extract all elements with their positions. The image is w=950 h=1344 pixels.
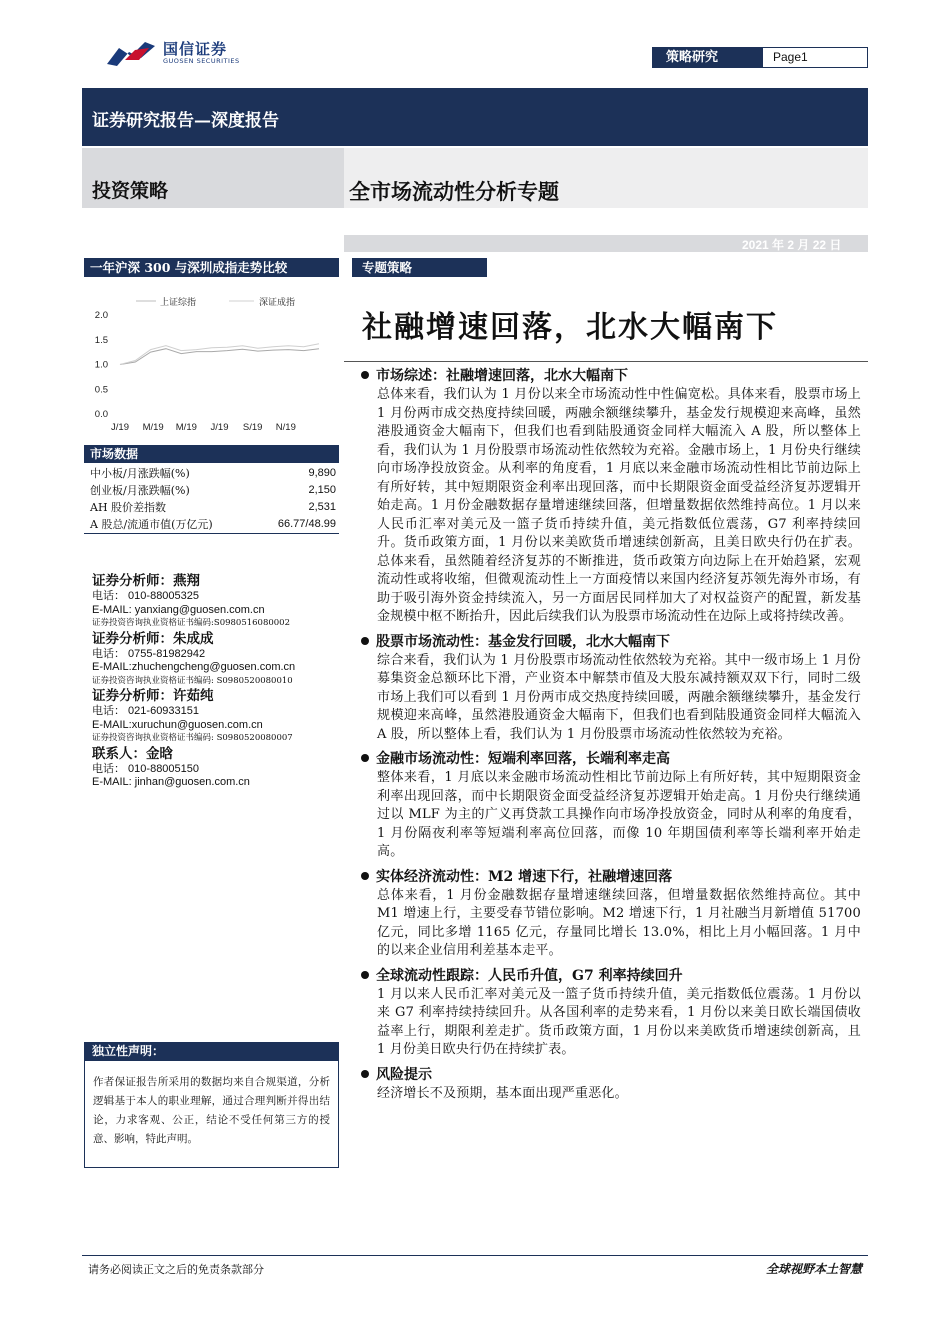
market-row (90, 482, 336, 499)
footer-disclaimer: 请务必阅读正文之后的免责条款部分 (88, 1263, 264, 1276)
series-line-shenzhen (120, 344, 319, 365)
market-row-label: 中小板/月涨跌幅(%) (90, 467, 190, 480)
category-tag: 策略研究 (652, 47, 762, 68)
analyst-cert: 证券投资咨询执业资格证书编码: S0980520080010 (92, 675, 293, 686)
guosen-logo (105, 36, 245, 70)
x-axis (111, 422, 296, 433)
declaration-text: 作者保证报告所采用的数据均来自合规渠道，分析逻辑基于本人的职业理解，通过合理判断并得出结论，力求客观、公正，结论不受任何第三方的授意、影响，特此声明。 (84, 1060, 339, 1168)
analyst-list (92, 573, 342, 790)
footer-slogan: 全球视野本土智慧 (766, 1262, 863, 1276)
series-line-shanghai (120, 349, 319, 365)
market-row-value: 2,531 (308, 501, 336, 513)
section-title (361, 1065, 861, 1085)
x-tick-label: S/19 (242, 422, 263, 433)
y-tick-label: 1.5 (94, 334, 108, 346)
section-paragraph: 总体来看，我们认为 1 月份以来全市场流动性中性偏宽松。具体来看，股票市场上 1 月份两市成交热度持续回暖，两融余额继续攀升，基金发行规模迎来高峰，虽然港股通资金大幅南下，但我们也看到陆股通资金同样大幅流入 A 股，所以整体上看，我们认为 1 月份股票市场流动性依然较为充裕。金融市场上，1 月份央行继续向市场净投放资金。从利率的角度看，1 月底以来金融市场流动性相比节前边际上有所好转，其中短期限资金利率出现回落，而中长期限资金面受益经济复苏逻辑开始走高。1 月份金融数据存量增速继续回落，但增量数据依然维持高位。1 月以来人民币汇率对美元及一篮子货币持续升值，美元指数低位震荡，G7 利率持续回升。货币政策方面，1 月份以来美欧货币增速续创新高，且美日欧央行仍在扩表。总体来看，虽然随着经济复苏的不断推进，货币政策方向边际上在开始趋紧，宏观流动性或将收缩，但微观流动性上一方面疫情以来国内经济复苏领先海外市场，有助于吸引海外资金持续流入，另一方面居民同样加大了对权益资产的配置，新发基金规模中枢不断抬升，因此后续我们认为股票市场流动性在边际上或将持续改善。 (377, 387, 861, 624)
contact-block (92, 746, 342, 790)
section-title-text: 风险提示 (376, 1066, 432, 1083)
section-title-text: 市场综述：社融增速回落，北水大幅南下 (376, 368, 628, 384)
market-row (90, 516, 336, 533)
report-title: 全市场流动性分析专题 (349, 179, 559, 204)
analyst-phone: 电话： 0755-81982942 (92, 647, 206, 660)
market-row (90, 465, 336, 482)
analyst-name: 证券分析师：朱成成 (92, 630, 214, 647)
y-axis (95, 310, 108, 420)
analyst-name: 证券分析师：许茹纯 (92, 688, 214, 704)
bullet-icon (361, 971, 369, 979)
y-tick-label: 0.5 (94, 384, 108, 396)
x-tick-label: M/19 (142, 422, 164, 433)
logo-mark-icon (105, 38, 157, 68)
section-title-text: 股票市场流动性：基金发行回暖，北水大幅南下 (376, 633, 670, 650)
market-row-label: 创业板/月涨跌幅(%) (90, 484, 190, 497)
headline: 社融增速回落，北水大幅南下 (362, 310, 778, 345)
chart-title: 一年沪深 300 与深圳成指走势比较 (84, 258, 339, 277)
plot-lines (120, 344, 319, 365)
analyst-block (92, 688, 342, 746)
section-title (361, 966, 861, 986)
trend-chart (84, 290, 339, 440)
bullet-icon (361, 754, 369, 762)
x-tick-label: J/19 (210, 422, 229, 433)
analyst-phone: 电话： 021-60933151 (92, 705, 200, 717)
section-title-text: 全球流动性跟踪：人民币升值，G7 利率持续回升 (376, 967, 683, 984)
market-row-value: 2,150 (308, 484, 336, 496)
analyst-cert: 证券投资咨询执业资格证书编码:S0980516080002 (92, 618, 290, 628)
market-row-value: 9,890 (308, 467, 336, 479)
contact-email[interactable]: E-MAIL: jinhan@guosen.com.cn (92, 776, 250, 788)
section-paragraph: 整体来看，1 月底以来金融市场流动性相比节前边际上有所好转，其中短期限资金利率出现回落，而中长期限资金面受益经济复苏逻辑开始走高。1 月份央行继续通过以 MLF 为主的广义再贷款工具操作向市场净投放资金，同时从利率的角度看，1 月份隔夜利率等短端利率高位回落，而像 10 年期国债利率等长端利率开始走高。 (377, 770, 861, 859)
bullet-icon (361, 872, 369, 880)
x-tick-label: M/19 (175, 422, 197, 433)
y-tick-label: 2.0 (94, 310, 108, 321)
y-tick-label: 1.0 (94, 359, 108, 371)
x-tick-label: J/19 (111, 422, 129, 433)
bullet-icon (361, 1070, 369, 1078)
topic-tag: 专题策略 (352, 258, 487, 277)
market-row-label: AH 股价差指数 (90, 501, 167, 514)
market-data-title: 市场数据 (84, 445, 339, 463)
analyst-email[interactable]: E-MAIL:xuruchun@guosen.com.cn (92, 718, 263, 731)
chart-legend (136, 296, 295, 308)
y-tick-label: 0.0 (94, 409, 108, 420)
section-paragraph: 总体来看，1 月份金融数据存量增速继续回落，但增量数据依然维持高位。其中 M1 增速上行，主要受春节错位影响。M2 增速下行，1 月社融当月新增值 51700 亿元，同比多增 1165 亿元，存量同比增长 13.0%，相比上月小幅回落。1 月中的以来企业信用利差基本走平。 (377, 887, 861, 958)
declaration-title: 独立性声明： (84, 1042, 339, 1060)
analyst-block (92, 631, 342, 689)
section-label: 投资策略 (92, 180, 169, 202)
analyst-block (92, 573, 342, 631)
market-data-table (90, 465, 336, 533)
report-type: 证券研究报告—深度报告 (92, 111, 279, 131)
x-tick-label: N/19 (275, 422, 296, 433)
analyst-email[interactable]: E-MAIL:zhuchengcheng@guosen.com.cn (92, 661, 296, 673)
market-row-value: 66.77/48.99 (277, 518, 336, 530)
logo-text-cn: 国信证券 (163, 40, 228, 58)
legend-label-shanghai: 上证综指 (160, 298, 197, 308)
section-title-text: 实体经济流动性：M2 增速下行，社融增速回落 (376, 868, 673, 885)
section-title (361, 867, 861, 887)
summary-content (361, 366, 861, 1103)
section-title-text: 金融市场流动性：短端利率回落，长端利率走高 (376, 751, 670, 767)
bullet-icon (361, 371, 369, 379)
market-row-label: A 股总/流通市值(万亿元) (90, 518, 213, 531)
section-paragraph: 综合来看，我们认为 1 月份股票市场流动性依然较为充裕。其中一级市场上 1 月份募集资金总额环比下滑，产业资本中解禁市值及大股东减持额双双下行，同时二级市场上我们可以看到 1 月份两市成交热度持续回暖，两融余额继续攀升，基金发行规模迎来高峰，虽然港股通资金大幅南下，但我们也看到陆股通资金同样大幅流入 A 股，所以整体上看，我们认为 1 月份股票市场流动性依然较为充裕。 (377, 652, 861, 742)
section-paragraph: 1 月以来人民币汇率对美元及一篮子货币持续升值，美元指数低位震荡。1 月份以来 G7 利率持续持续回升。从各国利率的走势来看，1 月份以来美日欧长端国债收益率上行，期限利差走扩。货币政策方面，1 月份以来美欧货币增速续创新高，且 1 月份美日欧央行仍在持续扩表。 (377, 986, 861, 1057)
headline-rule (344, 361, 868, 362)
section-title (361, 749, 861, 769)
footer-rule (82, 1255, 868, 1256)
section-paragraph: 经济增长不及预期，基本面出现严重恶化。 (377, 1085, 628, 1101)
analyst-name: 证券分析师：燕翔 (92, 573, 200, 589)
analyst-cert: 证券投资咨询执业资格证书编码: S0980520080007 (92, 733, 293, 743)
table-divider (84, 533, 339, 534)
contact-name: 联系人：金晗 (92, 745, 173, 762)
section-title (361, 632, 861, 652)
logo-text-en: GUOSEN SECURITIES (163, 57, 240, 65)
contact-phone: 电话： 010-88005150 (92, 762, 200, 775)
market-row (90, 499, 336, 516)
section-title (361, 366, 861, 386)
analyst-email[interactable]: E-MAIL: yanxiang@guosen.com.cn (92, 603, 265, 616)
bullet-icon (361, 637, 369, 645)
legend-label-shenzhen: 深证成指 (259, 298, 296, 308)
analyst-phone: 电话： 010-88005325 (92, 590, 200, 602)
page-number: Page1 (762, 47, 868, 68)
report-date: 2021 年 2 月 22 日 (742, 238, 842, 252)
